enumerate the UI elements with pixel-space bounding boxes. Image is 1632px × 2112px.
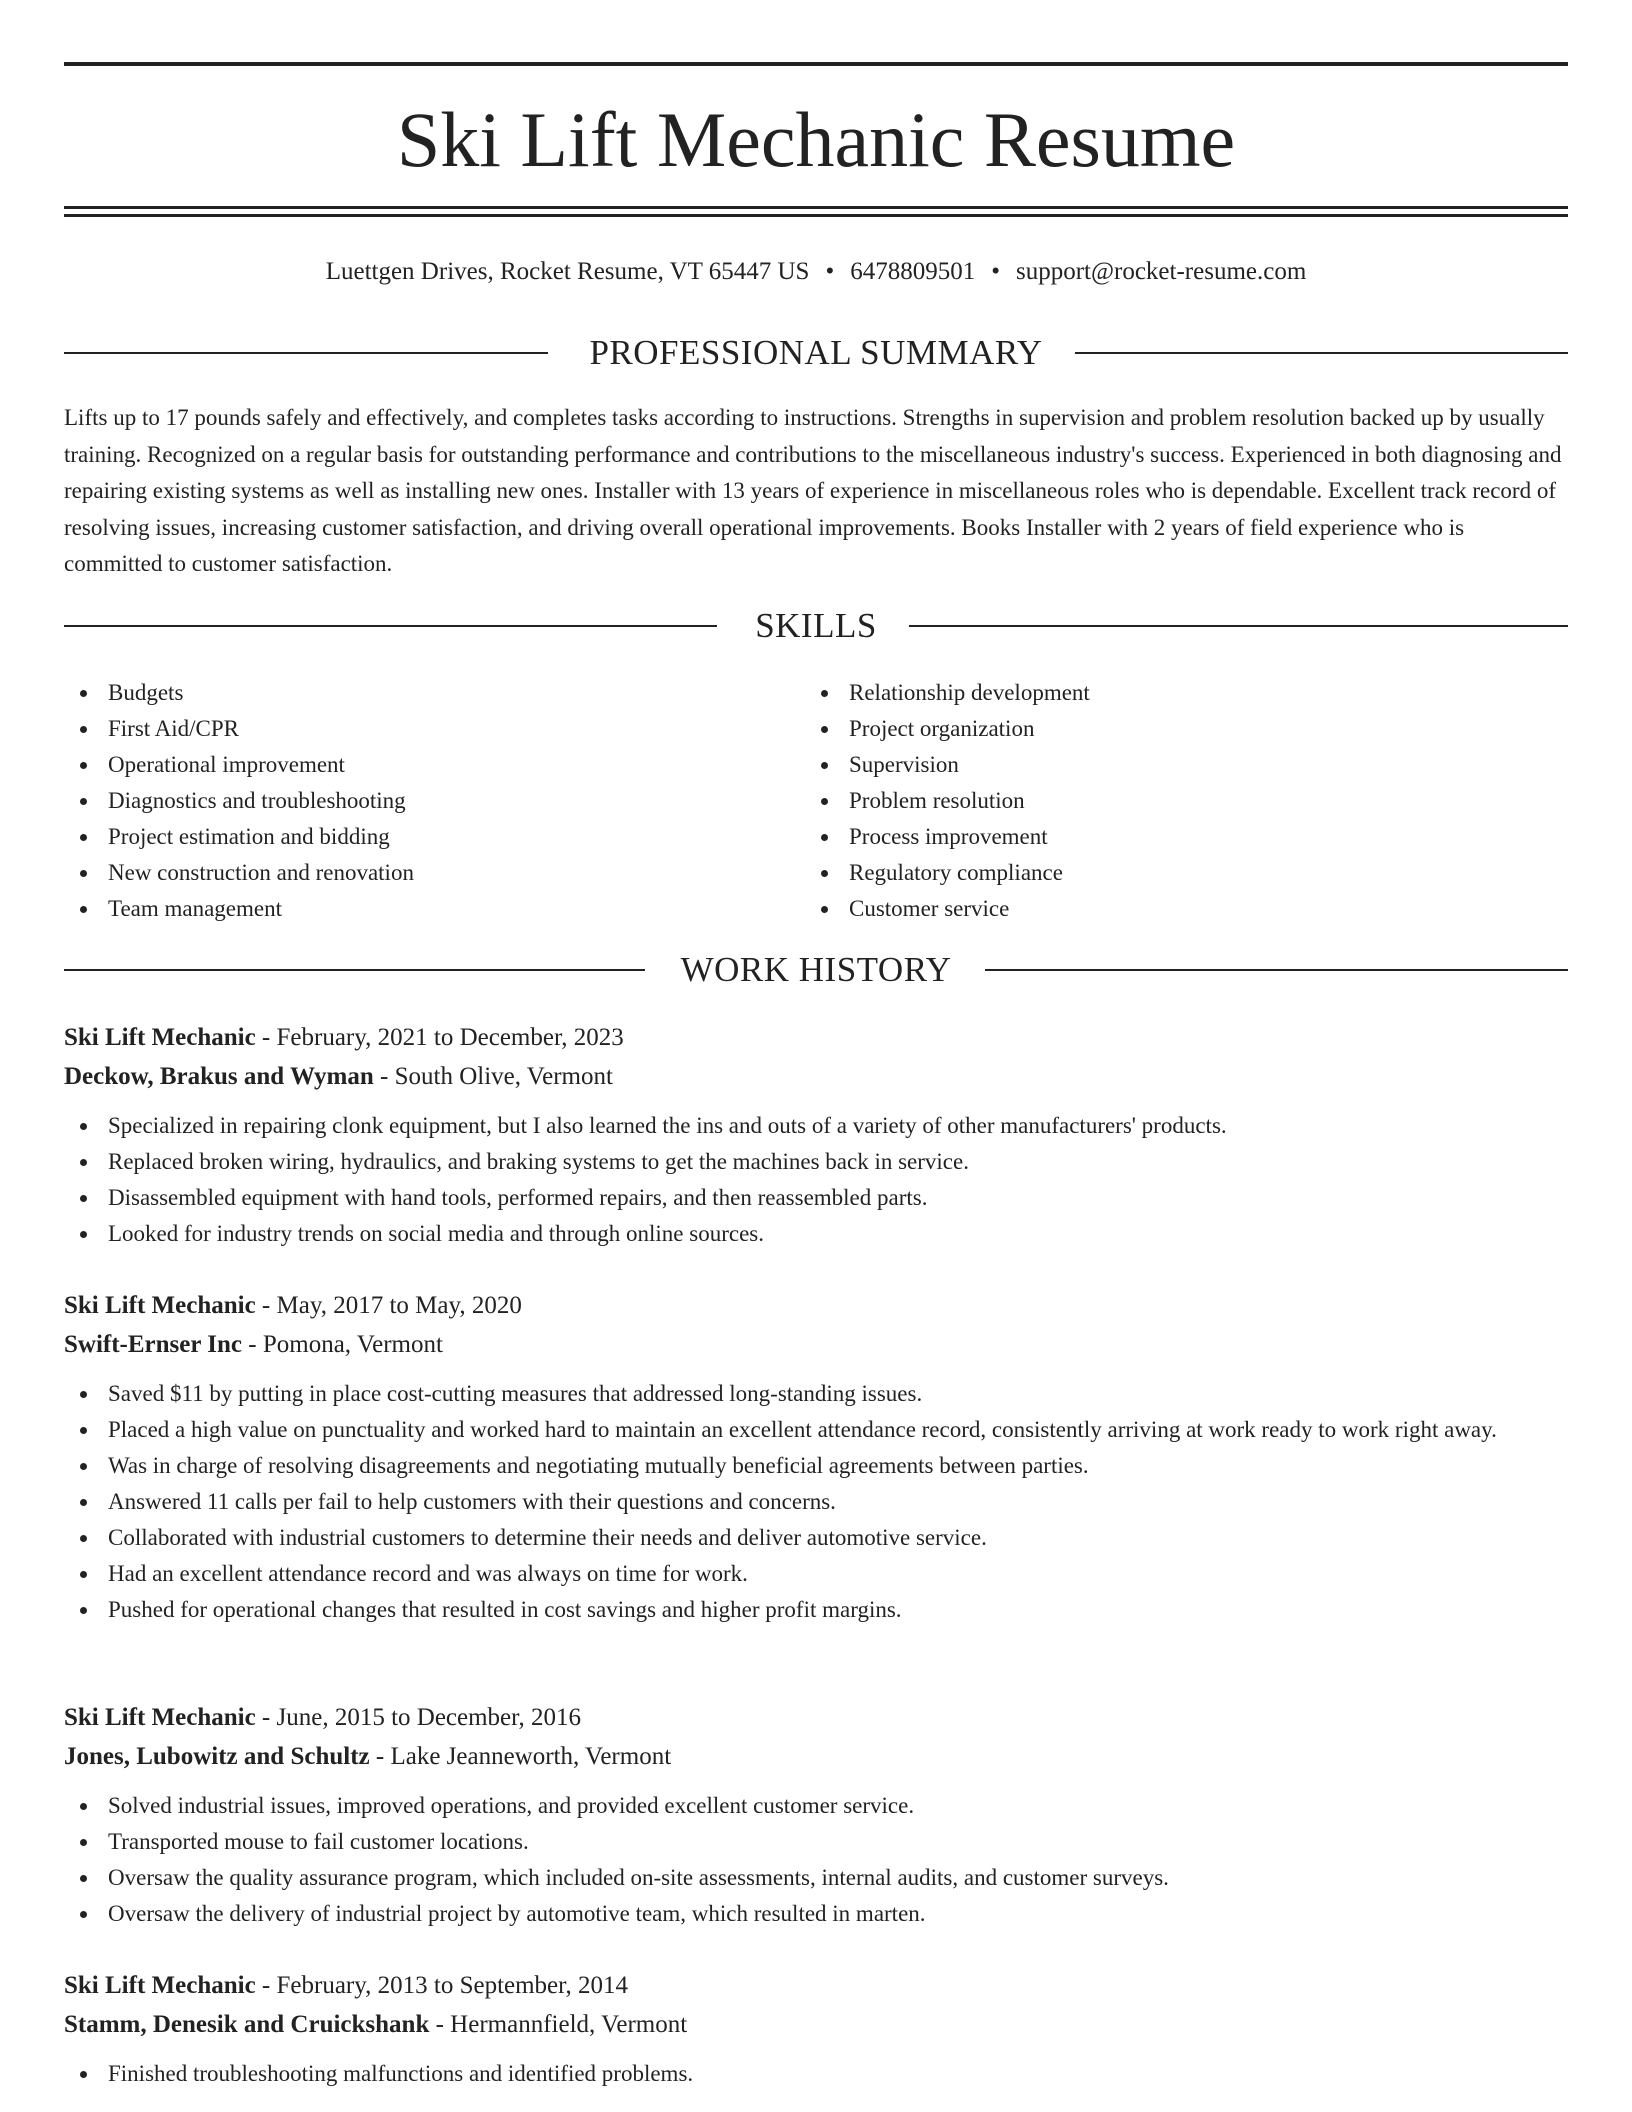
job-location: - Lake Jeanneworth, Vermont [369, 1743, 672, 1770]
job-dates: - February, 2021 to December, 2023 [255, 1024, 624, 1051]
skill-item: Team management [64, 891, 804, 927]
job-location: - Hermannfield, Vermont [429, 2011, 688, 2038]
skill-item: New construction and renovation [64, 855, 804, 891]
job-bullet: Transported mouse to fail customer locations. [64, 1824, 1568, 1860]
contact-phone: 6478809501 [850, 258, 976, 285]
job-bullet: Disassembled equipment with hand tools, performed repairs, and then reassembled parts. [64, 1180, 1568, 1216]
job-dates: - February, 2013 to September, 2014 [255, 1972, 628, 1999]
skill-item: Process improvement [805, 819, 1565, 855]
skill-item: Diagnostics and troubleshooting [64, 783, 804, 819]
skill-item: Supervision [805, 747, 1565, 783]
job-company: Deckow, Brakus and Wyman [64, 1063, 374, 1090]
job-company: Swift-Ernser Inc [64, 1331, 243, 1358]
job-bullet: Collaborated with industrial customers to determine their needs and deliver automotive service. [64, 1520, 1568, 1556]
job-bullet: Replaced broken wiring, hydraulics, and braking systems to get the machines back in service. [64, 1144, 1568, 1180]
resume-title: Ski Lift Mechanic Resume [396, 96, 1236, 183]
skill-item: Problem resolution [805, 783, 1565, 819]
job-title-line [64, 1698, 1568, 1737]
skill-item: Operational improvement [64, 747, 804, 783]
contact-email: support@rocket-resume.com [1015, 258, 1307, 285]
job-bullet: Saved $11 by putting in place cost-cutting measures that addressed long-standing issues. [64, 1376, 1568, 1412]
skills-list-right [805, 675, 1565, 927]
job-title: Ski Lift Mechanic [64, 1704, 256, 1731]
job-bullet: Specialized in repairing clonk equipment, but I also learned the ins and outs of a variety of other manufacturers' products. [64, 1108, 1568, 1144]
job-entry [64, 1966, 1568, 2092]
job-entry [64, 1018, 1568, 1252]
skill-item: Regulatory compliance [805, 855, 1565, 891]
work-heading: WORK HISTORY [649, 950, 984, 989]
skills-list-left [64, 675, 804, 927]
job-location: - Pomona, Vermont [242, 1331, 443, 1358]
job-company-line [64, 1737, 1568, 1776]
skill-item: Customer service [805, 891, 1565, 927]
job-bullets [64, 2056, 1568, 2092]
skill-item: Relationship development [805, 675, 1565, 711]
skill-item: Project organization [805, 711, 1565, 747]
skill-item: Project estimation and bidding [64, 819, 804, 855]
job-dates: - June, 2015 to December, 2016 [255, 1704, 581, 1731]
job-company-line [64, 2005, 1568, 2044]
header-rule-lower [64, 214, 1568, 217]
job-title: Ski Lift Mechanic [64, 1972, 256, 1999]
job-company: Jones, Lubowitz and Schultz [64, 1743, 370, 1770]
contact-separator: • [991, 258, 1000, 285]
contact-separator: • [825, 258, 835, 285]
job-entry [64, 1698, 1568, 1932]
skills-heading: SKILLS [723, 606, 909, 645]
job-entry [64, 1286, 1568, 1628]
summary-text: Lifts up to 17 pounds safely and effectively, and completes tasks according to instructions. Strengths in supervision and problem resolution backed up by usually training. Recognized on a regular basis for outstanding performance and contributions to the miscellaneous industry's success. Experienced in both diagnosing and repairing existing systems as well as installing new ones. Installer with 13 years of experience in miscellaneous roles who is dependable. Excellent track record of resolving issues, increasing customer satisfaction, and driving overall operational improvements. Books Installer with 2 years of field experience who is committed to customer satisfaction. [64, 405, 1562, 576]
job-bullets [64, 1108, 1568, 1252]
job-dates: - May, 2017 to May, 2020 [255, 1292, 522, 1319]
work-section-header [64, 948, 1568, 992]
job-bullet: Placed a high value on punctuality and worked hard to maintain an excellent attendance record, consistently arriving at work ready to work right away. [64, 1412, 1568, 1448]
header-top-rule [64, 62, 1568, 66]
job-bullets [64, 1376, 1568, 1628]
job-bullet: Oversaw the delivery of industrial project by automotive team, which resulted in marten. [64, 1896, 1568, 1932]
skill-item: First Aid/CPR [64, 711, 804, 747]
job-title-line [64, 1286, 1568, 1325]
job-bullet: Was in charge of resolving disagreements and negotiating mutually beneficial agreements between parties. [64, 1448, 1568, 1484]
summary-heading: PROFESSIONAL SUMMARY [557, 333, 1074, 372]
job-bullet: Solved industrial issues, improved operations, and provided excellent customer service. [64, 1788, 1568, 1824]
job-bullet: Looked for industry trends on social media and through online sources. [64, 1216, 1568, 1252]
job-bullet: Pushed for operational changes that resulted in cost savings and higher profit margins. [64, 1592, 1568, 1628]
job-company-line [64, 1057, 1568, 1096]
job-title-line [64, 1966, 1568, 2005]
job-title-line [64, 1018, 1568, 1057]
contact-line [64, 256, 1568, 288]
job-bullet: Answered 11 calls per fail to help customers with their questions and concerns. [64, 1484, 1568, 1520]
job-location: - South Olive, Vermont [373, 1063, 613, 1090]
job-bullet: Finished troubleshooting malfunctions and identified problems. [64, 2056, 1568, 2092]
job-bullet: Had an excellent attendance record and was always on time for work. [64, 1556, 1568, 1592]
job-title: Ski Lift Mechanic [64, 1024, 256, 1051]
job-company-line [64, 1325, 1568, 1364]
contact-address: Luettgen Drives, Rocket Resume, VT 65447 US [325, 258, 810, 285]
header-rule-upper [64, 206, 1568, 209]
skill-item: Budgets [64, 675, 804, 711]
job-title: Ski Lift Mechanic [64, 1292, 256, 1319]
skills-section-header [64, 604, 1568, 648]
summary-section-header [64, 331, 1568, 375]
job-bullet: Oversaw the quality assurance program, which included on-site assessments, internal audits, and customer surveys. [64, 1860, 1568, 1896]
job-bullets [64, 1788, 1568, 1932]
job-company: Stamm, Denesik and Cruickshank [64, 2011, 430, 2038]
